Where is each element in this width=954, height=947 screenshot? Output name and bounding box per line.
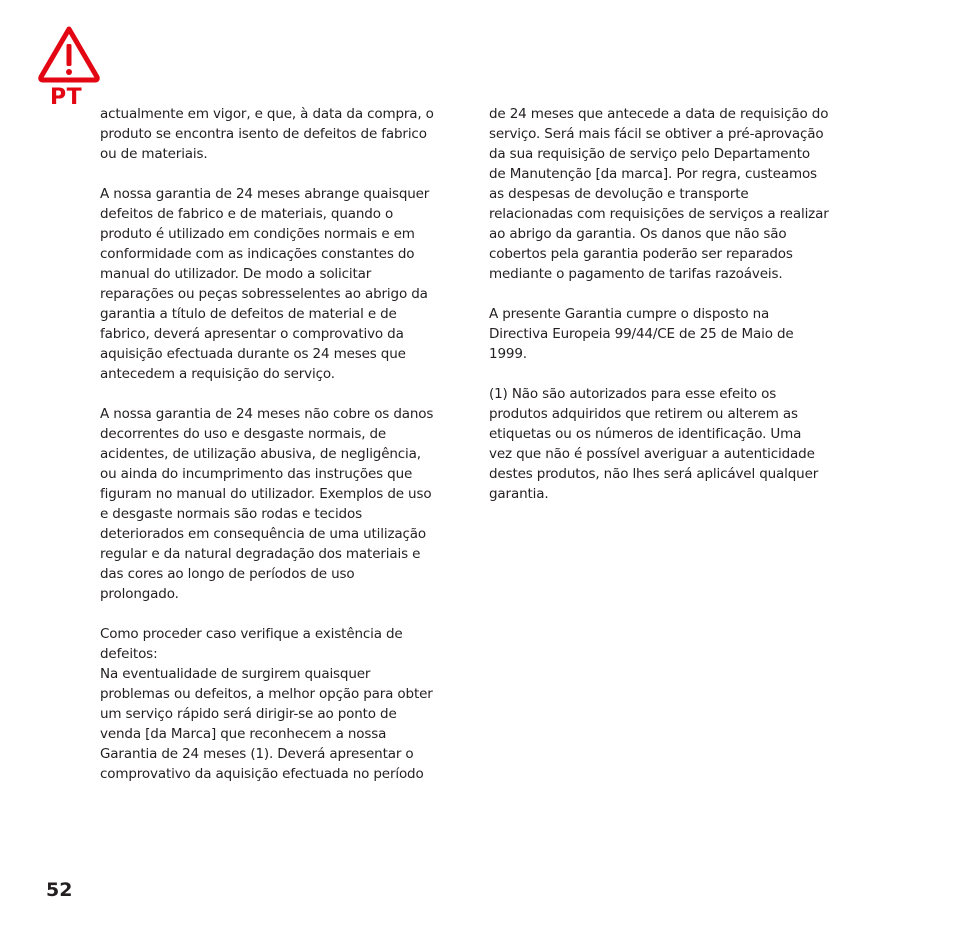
paragraph: (1) Não são autorizados para esse efeito os produtos adquiridos que retirem ou alterem as etiquetas ou os números de identificação. Uma vez que não é possível averiguar a autenticidade destes produtos, não lhes será aplicável qualquer garantia.	[489, 386, 819, 502]
text-column-right	[489, 104, 851, 524]
paragraph: Como proceder caso verifique a existência de defeitos: Na eventualidade de surgirem quaisquer problemas ou defeitos, a melhor opção para obter um serviço rápido será dirigir-se ao ponto de venda [da Marca] que reconhecem a nossa Garantia de 24 meses (1). Deverá apresentar o comprovativo da aquisição efectuada no período	[100, 626, 433, 782]
page-number: 52	[46, 879, 73, 901]
text-column-left	[100, 104, 462, 804]
language-code: PT	[50, 85, 83, 110]
paragraph: A nossa garantia de 24 meses abrange quaisquer defeitos de fabrico e de materiais, quando o produto é utilizado em condições normais e em conformidade com as indicações constantes do manual do utilizador. De modo a solicitar reparações ou peças sobresselentes ao abrigo da garantia a título de defeitos de material e de fabrico, deverá apresentar o comprovativo da aquisição efectuada durante os 24 meses que antecedem a requisição do serviço.	[100, 186, 430, 382]
paragraph: actualmente em vigor, e que, à data da compra, o produto se encontra isento de defeitos de fabrico ou de materiais.	[100, 106, 434, 162]
paragraph: A presente Garantia cumpre o disposto na Directiva Europeia 99/44/CE de 25 de Maio de 1999.	[489, 306, 794, 362]
paragraph: de 24 meses que antecede a data de requisição do serviço. Será mais fácil se obtiver a pré-aprovação da sua requisição de serviço pelo Departamento de Manutenção [da marca]. Por regra, custeamos as despesas de devolução e transporte relacionadas com requisições de serviços a realizar ao abrigo da garantia. Os danos que não são cobertos pela garantia poderão ser reparados mediante o pagamento de tarifas razoáveis.	[489, 106, 829, 282]
warning-icon	[36, 24, 102, 84]
paragraph: A nossa garantia de 24 meses não cobre os danos decorrentes do uso e desgaste normais, de acidentes, de utilização abusiva, de negligência, ou ainda do incumprimento das instruções que figuram no manual do utilizador. Exemplos de uso e desgaste normais são rodas e tecidos deteriorados em consequência de uma utilização regular e da natural degradação dos materiais e das cores ao longo de períodos de uso prolongado.	[100, 406, 434, 602]
